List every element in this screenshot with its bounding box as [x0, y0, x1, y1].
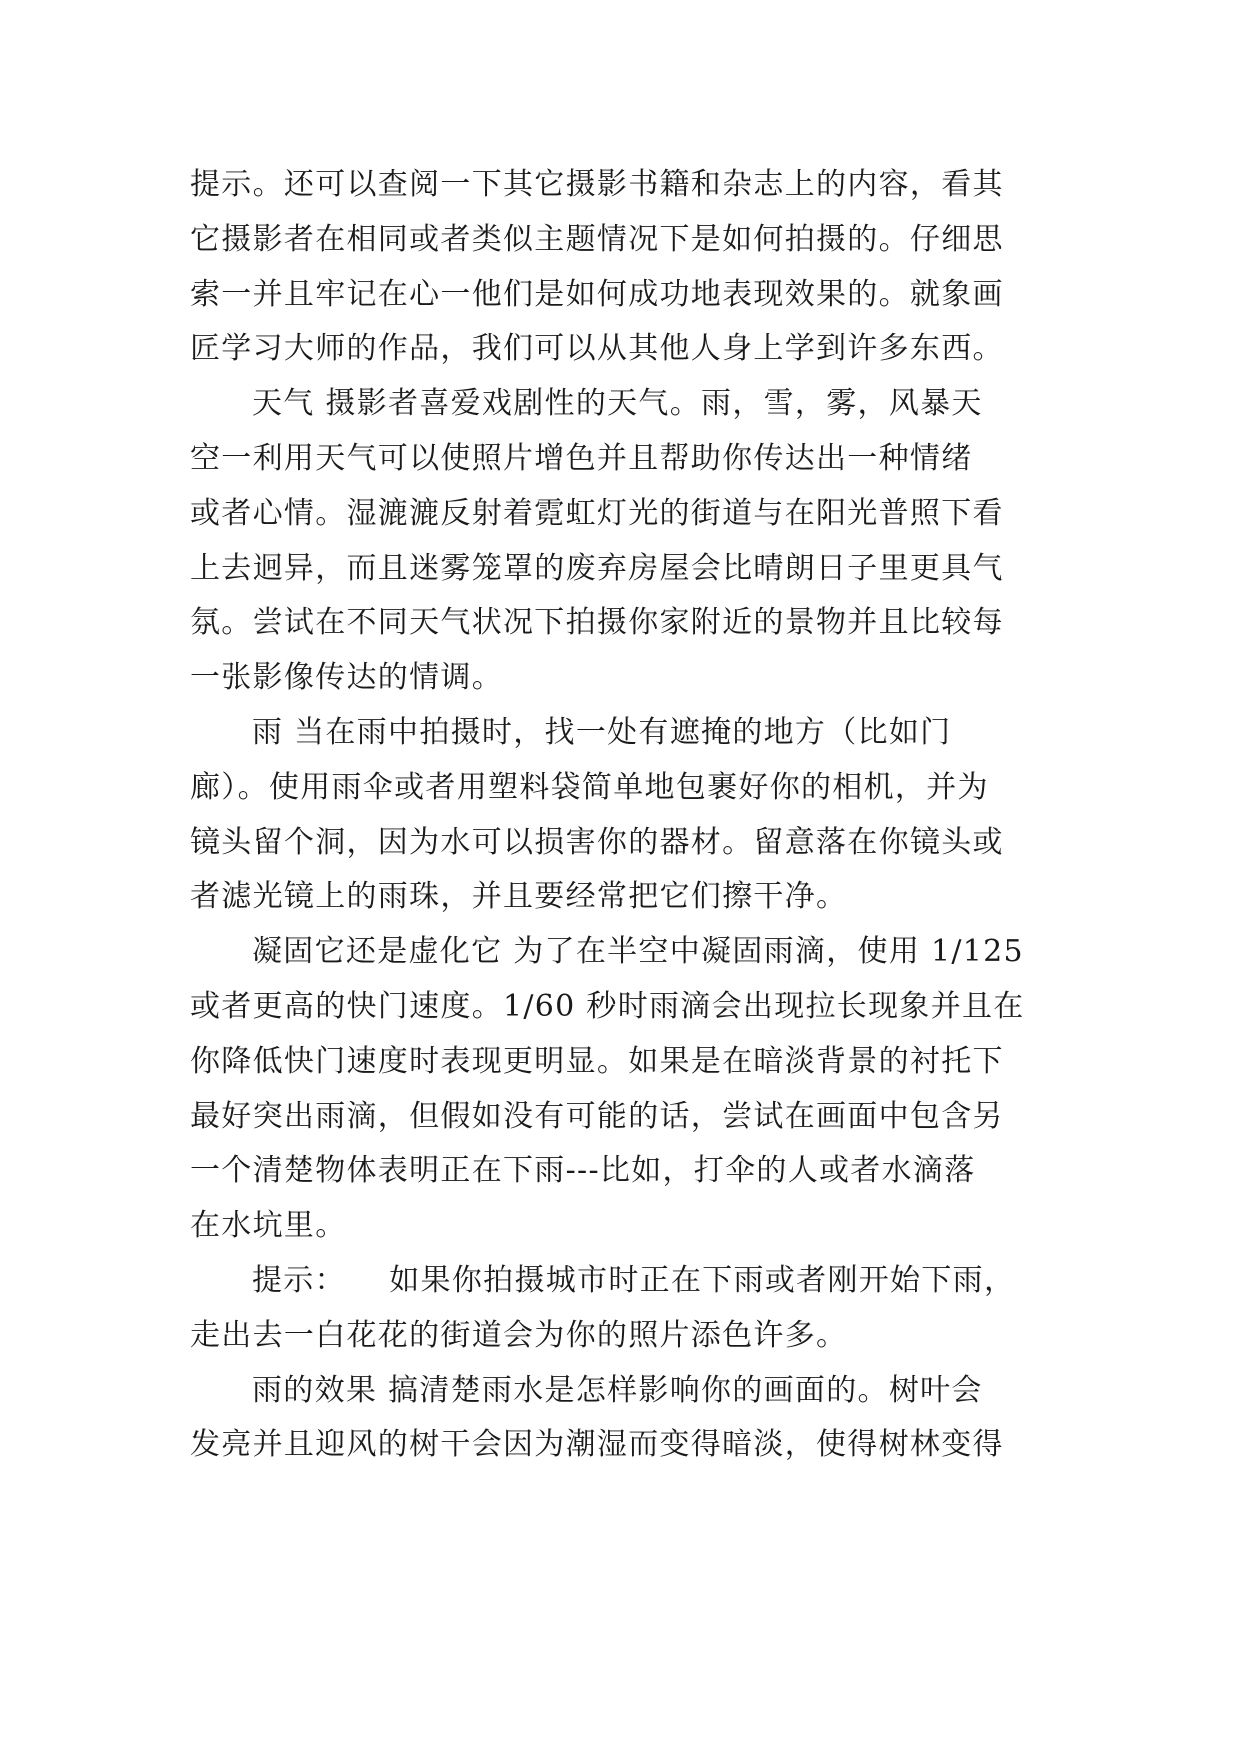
text-line: 上去迥异，而且迷雾笼罩的废弃房屋会比晴朗日子里更具气: [190, 550, 1004, 586]
text-line: 一张影像传达的情调。: [190, 660, 503, 696]
text-line: 氛。尝试在不同天气状况下拍摄你家附近的景物并且比较每: [190, 605, 1004, 641]
text-line: 廊）。使用雨伞或者用塑料袋简单地包裹好你的相机，并为: [190, 769, 989, 805]
text-line: 最好突出雨滴，但假如没有可能的话，尝试在画面中包含另: [190, 1098, 1004, 1134]
paragraph-first-line: 雨 当在雨中拍摄时，找一处有遮掩的地方（比如门: [252, 714, 952, 750]
text-line: 或者心情。湿漉漉反射着霓虹灯光的街道与在阳光普照下看: [190, 495, 1004, 531]
text-line: 镜头留个洞，因为水可以损害你的器材。留意落在你镜头或: [190, 824, 1004, 860]
text-line: 你降低快门速度时表现更明显。如果是在暗淡背景的衬托下: [190, 1043, 1004, 1079]
text-line: 匠学习大师的作品，我们可以从其他人身上学到许多东西。: [190, 331, 1004, 367]
paragraph-first-line: 天气 摄影者喜爱戏剧性的天气。雨，雪，雾，风暴天: [252, 386, 983, 422]
text-line: 索一并且牢记在心一他们是如何成功地表现效果的。就象画: [190, 276, 1004, 312]
text-line: 走出去一白花花的街道会为你的照片添色许多。: [190, 1317, 848, 1353]
paragraph-first-line: 雨的效果 搞清楚雨水是怎样影响你的画面的。树叶会: [252, 1372, 983, 1408]
paragraph-first-line: 提示： 如果你拍摄城市时正在下雨或者刚开始下雨，: [252, 1262, 1016, 1298]
text-line: 发亮并且迎风的树干会因为潮湿而变得暗淡，使得树林变得: [190, 1427, 1004, 1463]
text-line: 或者更高的快门速度。1/60 秒时雨滴会出现拉长现象并且在: [190, 988, 1025, 1024]
document-body: [190, 158, 1068, 1473]
paragraph-first-line: 凝固它还是虚化它 为了在半空中凝固雨滴，使用 1/125: [252, 934, 1024, 970]
text-line: 提示。还可以查阅一下其它摄影书籍和杂志上的内容，看其: [190, 167, 1004, 202]
text-line: 空一利用天气可以使照片增色并且帮助你传达出一种情绪: [190, 440, 973, 476]
text-line: 它摄影者在相同或者类似主题情况下是如何拍摄的。仔细思: [190, 221, 1004, 257]
text-line: 一个清楚物体表明正在下雨---比如，打伞的人或者水滴落: [190, 1153, 976, 1189]
text-line: 者滤光镜上的雨珠，并且要经常把它们擦干净。: [190, 879, 848, 915]
text-line: 在水坑里。: [190, 1208, 347, 1244]
